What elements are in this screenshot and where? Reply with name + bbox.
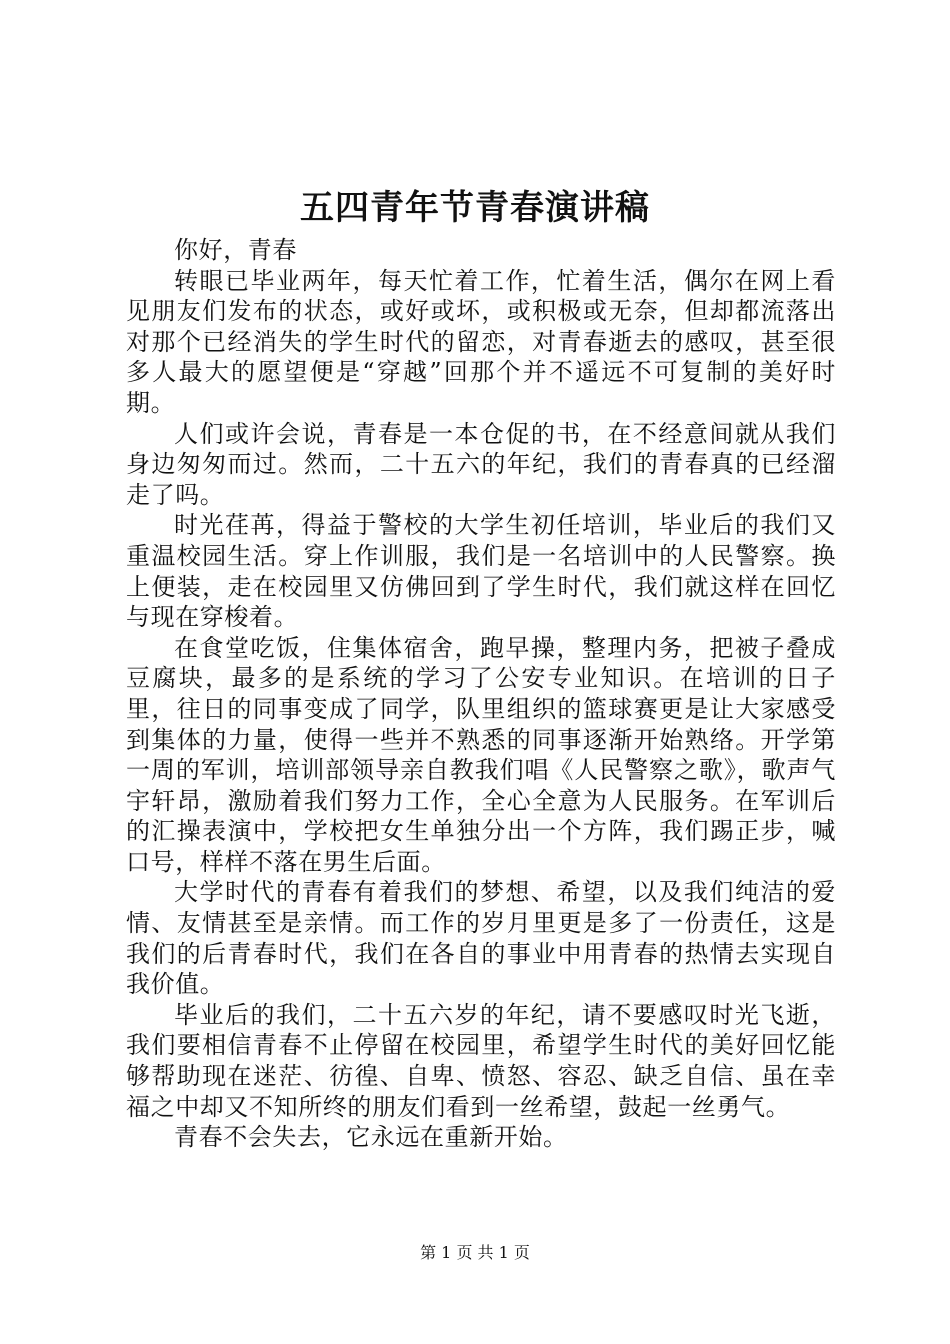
paragraph-closing: 青春不会失去，它永远在重新开始。 (174, 1123, 568, 1152)
document-title: 五四青年节青春演讲稿 (300, 188, 650, 228)
paragraph-4: 在食堂吃饭，住集体宿舍，跑早操，整理内务，把被子叠成豆腐块，最多的是系统的学习了公安专业知识。在培训的日子里，往日的同事变成了同学，队里组织的篮球赛更是让大家感受到集体的力量，使得一些并不熟悉的同事逐渐开始熟络。开学第一周的军训，培训部领导亲自教我们唱《人民警察之歌》，歌声气宇轩昂，激励着我们努力工作，全心全意为人民服务。在军训后的汇操表演中，学校把女生单独分出一个方阵，我们踢正步，喊口号，样样不落在男生后面。 (126, 633, 836, 876)
document-body (126, 235, 836, 1153)
paragraph-5: 大学时代的青春有着我们的梦想、希望，以及我们纯洁的爱情、友情甚至是亲情。而工作的岁月里更是多了一份责任，这是我们的后青春时代，我们在各自的事业中用青春的热情去实现自我价值。 (126, 878, 836, 999)
paragraph-3: 时光荏苒，得益于警校的大学生初任培训，毕业后的我们又重温校园生活。穿上作训服，我们是一名培训中的人民警察。换上便装，走在校园里又仿佛回到了学生时代，我们就这样在回忆与现在穿梭着。 (126, 511, 836, 632)
paragraph-greeting: 你好，青春 (174, 236, 297, 264)
paragraph-1: 转眼已毕业两年，每天忙着工作，忙着生活，偶尔在网上看见朋友们发布的状态，或好或坏，或积极或无奈，但却都流落出对那个已经消失的学生时代的留恋，对青春逝去的感叹，甚至很多人最大的愿望便是“穿越”回那个并不遥远不可复制的美好时期。 (126, 266, 836, 417)
paragraph-6: 毕业后的我们，二十五六岁的年纪，请不要感叹时光飞逝，我们要相信青春不止停留在校园里，希望学生时代的美好回忆能够帮助现在迷茫、彷徨、自卑、愤怒、容忍、缺乏自信、虽在幸福之中却又不知所终的朋友们看到一丝希望，鼓起一丝勇气。 (126, 1000, 836, 1121)
paragraph-2: 人们或许会说，青春是一本仓促的书，在不经意间就从我们身边匆匆而过。然而，二十五六的年纪，我们的青春真的已经溜走了吗。 (126, 419, 836, 509)
page-footer: 第 1 页 共 1 页 (420, 1243, 530, 1262)
